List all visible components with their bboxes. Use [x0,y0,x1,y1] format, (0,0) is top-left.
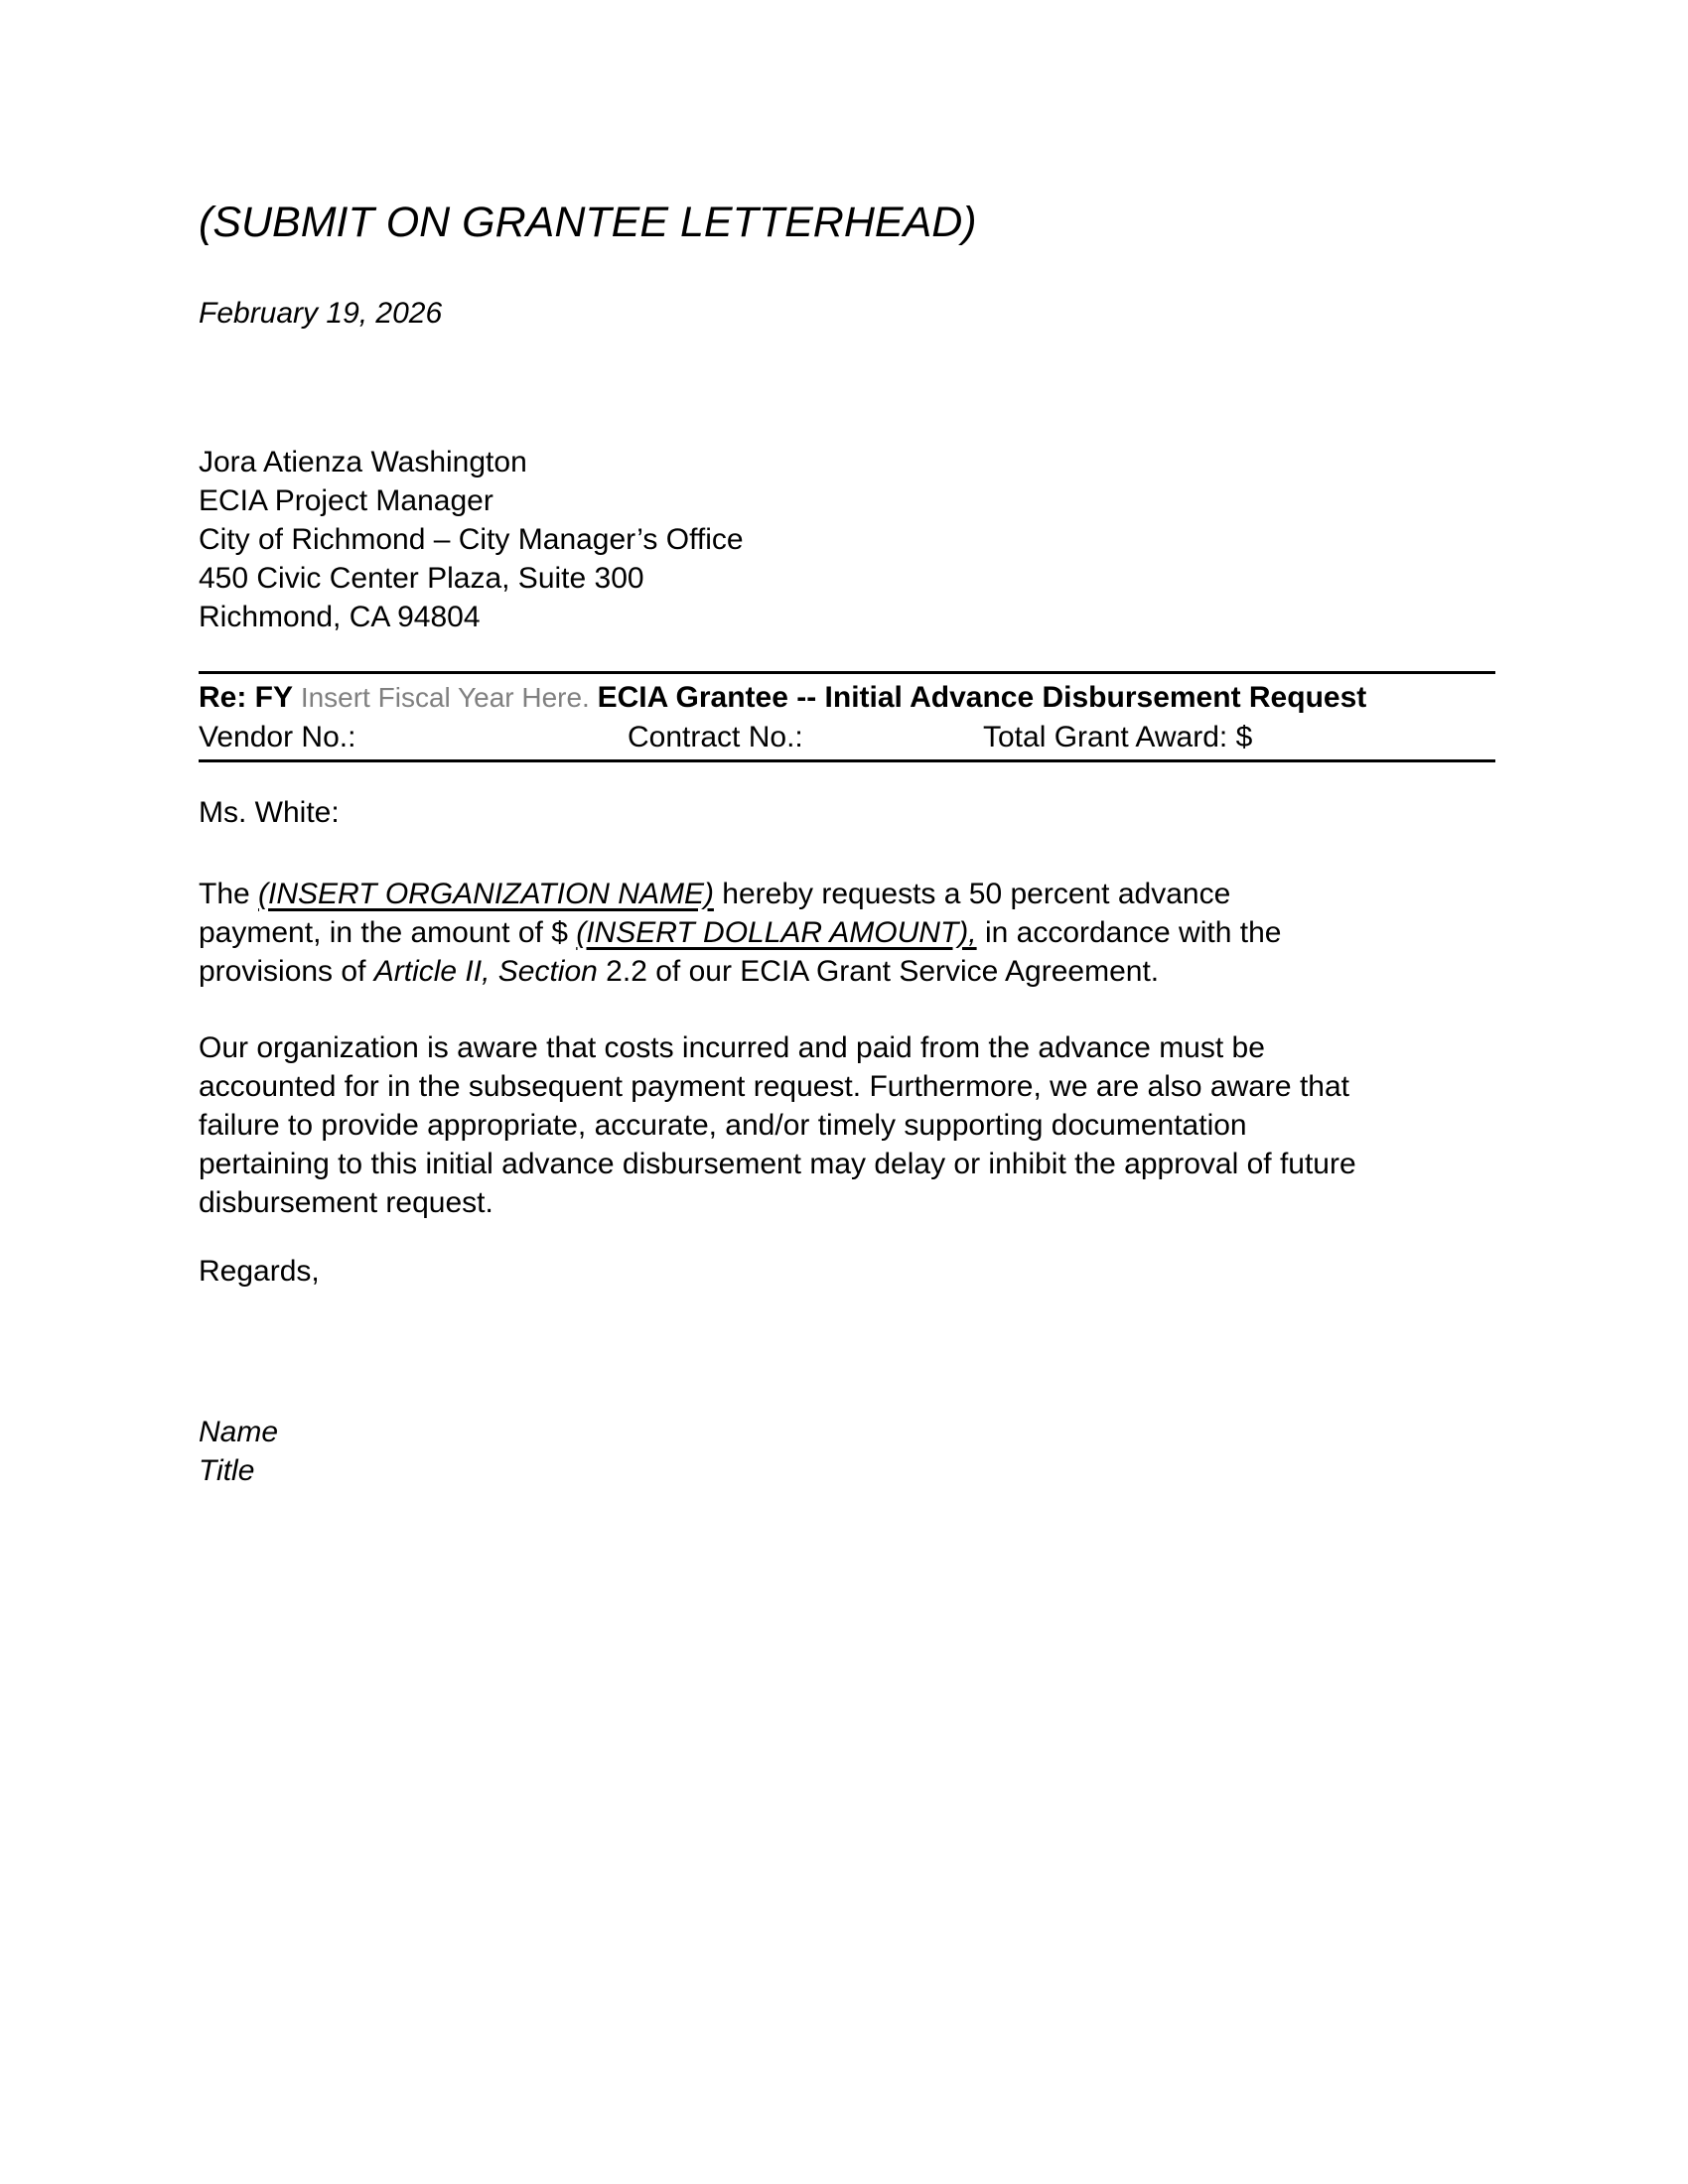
paragraph-acknowledgement [199,1028,1356,1222]
signature-title-placeholder: Title [199,1454,255,1487]
subject-block [199,671,1495,762]
text-segment: Article II, Section [373,955,598,988]
signature-name-placeholder: Name [199,1416,279,1448]
text-segment: Re: FY [199,681,301,714]
text-segment: (INSERT DOLLAR AMOUNT), [576,916,977,949]
total-grant-award-label: Total Grant Award: $ [983,721,1253,753]
address-line: Jora Atienza Washington [199,446,527,478]
text-segment: ECIA Grantee -- Initial Advance Disbursement Request [597,681,1367,714]
text-segment: payment, in the amount of $ [199,916,577,949]
text-segment: Our organization is aware that costs incurred and paid from the advance must be [199,1031,1265,1064]
address-line: Richmond, CA 94804 [199,601,481,633]
address-line: 450 Civic Center Plaza, Suite 300 [199,562,644,595]
text-segment: Insert Fiscal Year Here. [300,682,598,713]
address-line: ECIA Project Manager [199,484,493,517]
text-segment: The [199,878,259,910]
subject-re-line [199,678,1495,718]
text-segment: failure to provide appropriate, accurate, and/or timely supporting documentation [199,1109,1247,1142]
text-segment: accounted for in the subsequent payment request. Furthermore, we are also aware that [199,1070,1349,1103]
text-segment: provisions of [199,955,374,988]
contract-no-label: Contract No.: [628,721,803,753]
paragraph-line [199,1028,1356,1067]
recipient-address-block [199,443,744,636]
paragraph-advance-request [199,875,1281,991]
letterhead-instruction: (SUBMIT ON GRANTEE LETTERHEAD) [199,199,977,246]
text-segment: hereby requests a 50 percent advance [713,878,1231,910]
text-segment: disbursement request. [199,1186,493,1219]
closing: Regards, [199,1255,320,1288]
text-segment: (INSERT ORGANIZATION NAME) [258,878,714,910]
paragraph-line [199,1067,1356,1106]
text-segment: 2.2 of our ECIA Grant Service Agreement. [597,955,1160,988]
paragraph-line [199,1183,1356,1222]
paragraph-line [199,1106,1356,1145]
paragraph-line [199,913,1281,952]
paragraph-line [199,952,1281,991]
signature-block [199,1413,278,1490]
text-segment: in accordance with the [976,916,1282,949]
subject-numbers-line [199,718,1495,757]
salutation: Ms. White: [199,796,340,829]
address-line: City of Richmond – City Manager’s Office [199,523,744,556]
paragraph-line [199,875,1281,913]
paragraph-line [199,1145,1356,1183]
text-segment: pertaining to this initial advance disbursement may delay or inhibit the approval of future [199,1148,1356,1180]
letter-date: February 19, 2026 [199,297,443,330]
vendor-no-label: Vendor No.: [199,721,356,753]
